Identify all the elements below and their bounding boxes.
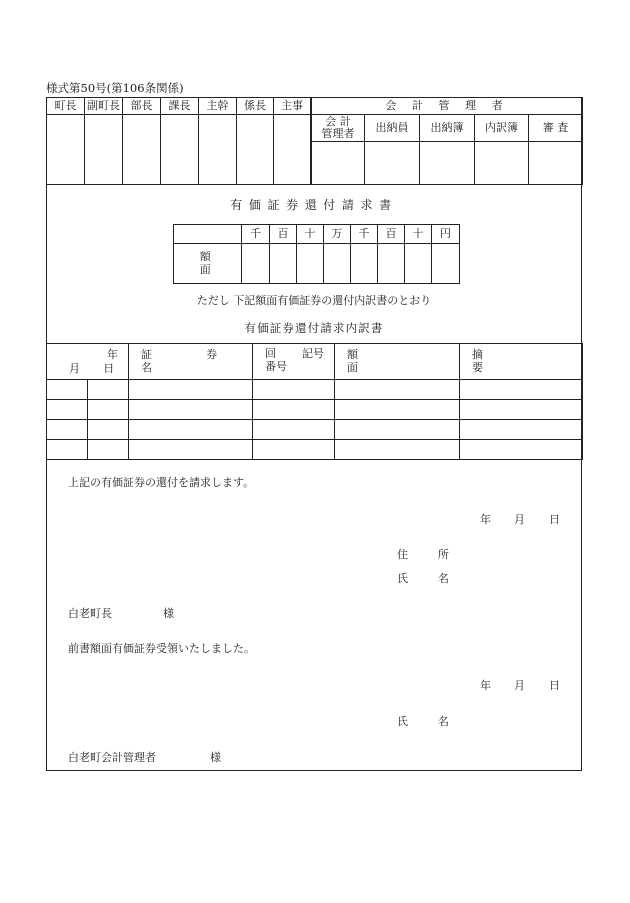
detail-cell[interactable]	[253, 400, 335, 420]
addressee-accounting-manager: 白老町会計管理者	[68, 751, 156, 764]
detail-cell[interactable]	[129, 420, 253, 440]
detail-cell[interactable]	[47, 420, 88, 440]
header-remarks: 摘 要	[460, 344, 583, 380]
detail-cell[interactable]	[129, 400, 253, 420]
approval-stamp-director[interactable]	[123, 115, 161, 185]
accounting-stamp-cash-book[interactable]	[420, 142, 475, 185]
address-label: 住 所	[397, 548, 463, 561]
approval-label-staff: 主事	[274, 98, 311, 115]
digit-label: 円	[432, 225, 460, 244]
digit-label: 十	[405, 225, 432, 244]
detail-cell[interactable]	[460, 440, 583, 460]
approval-stamp-section-chief[interactable]	[161, 115, 199, 185]
receipt-date-year-label: 年	[480, 679, 491, 692]
amount-digit-field[interactable]	[324, 244, 351, 284]
detail-cell[interactable]	[88, 420, 129, 440]
approval-label-section-chief: 課長	[161, 98, 199, 115]
receipt-statement: 前書額面有価証券受領いたしました。	[68, 642, 255, 655]
detail-cell[interactable]	[460, 400, 583, 420]
detail-cell[interactable]	[253, 440, 335, 460]
accounting-stamp-detail-book[interactable]	[475, 142, 529, 185]
header-kai-bango: 回 番号	[265, 347, 287, 373]
approval-stamp-staff[interactable]	[274, 115, 311, 185]
date-month-label: 月	[514, 513, 525, 526]
detail-cell[interactable]	[129, 440, 253, 460]
accounting-label-detail-book: 内訳簿	[475, 115, 529, 142]
amount-digit-field[interactable]	[297, 244, 324, 284]
accounting-label-manager: 会 計 管理者	[312, 115, 365, 142]
amount-digit-field[interactable]	[270, 244, 297, 284]
addressee-mayor: 白老町長	[68, 607, 112, 620]
amount-digit-field[interactable]	[405, 244, 432, 284]
accounting-stamp-manager[interactable]	[312, 142, 365, 185]
digit-label: 十	[297, 225, 324, 244]
detail-cell[interactable]	[47, 400, 88, 420]
accounting-stamp-audit[interactable]	[529, 142, 583, 185]
detail-cell[interactable]	[460, 380, 583, 400]
header-security-name: 証 券 名	[129, 344, 253, 380]
approval-stamp-subsection-chief[interactable]	[237, 115, 274, 185]
digit-label: 万	[324, 225, 351, 244]
detail-cell[interactable]	[460, 420, 583, 440]
detail-cell[interactable]	[88, 380, 129, 400]
amount-digit-field[interactable]	[351, 244, 378, 284]
detail-title: 有価証券還付請求内訳書	[244, 321, 384, 335]
addressee-accounting-honorific: 様	[210, 751, 221, 764]
detail-cell[interactable]	[88, 440, 129, 460]
approval-table	[46, 97, 311, 185]
receipt-date-day-label: 日	[549, 679, 560, 692]
approval-label-mayor: 町長	[47, 98, 85, 115]
detail-cell[interactable]	[253, 420, 335, 440]
detail-cell[interactable]	[335, 420, 460, 440]
approval-label-subsection-chief: 係長	[237, 98, 274, 115]
header-amount: 額 面	[335, 344, 460, 380]
accounting-label-audit: 審 査	[529, 115, 583, 142]
amount-header-blank	[174, 225, 242, 244]
header-month-day: 月 日	[69, 362, 125, 375]
document-title: 有価証券還付請求書	[230, 198, 398, 212]
accounting-stamp-cashier[interactable]	[365, 142, 420, 185]
accounting-manager-header: 会 計 管 理 者	[312, 98, 583, 115]
receipt-date-month-label: 月	[514, 679, 525, 692]
approval-stamp-deputy-mayor[interactable]	[85, 115, 123, 185]
approval-stamp-mayor[interactable]	[47, 115, 85, 185]
amount-table	[173, 224, 460, 284]
detail-cell[interactable]	[335, 400, 460, 420]
approval-label-deputy-mayor: 副町長	[85, 98, 123, 115]
digit-label: 百	[378, 225, 405, 244]
detail-cell[interactable]	[88, 400, 129, 420]
detail-cell[interactable]	[47, 440, 88, 460]
header-kigo: 記号	[302, 347, 324, 360]
digit-label: 千	[242, 225, 270, 244]
approval-stamp-chief-officer[interactable]	[199, 115, 237, 185]
addressee-mayor-honorific: 様	[163, 607, 174, 620]
accounting-label-cash-book: 出納簿	[420, 115, 475, 142]
detail-cell[interactable]	[253, 380, 335, 400]
digit-label: 千	[351, 225, 378, 244]
date-day-label: 日	[549, 513, 560, 526]
header-date	[47, 344, 129, 380]
form-number-label: 様式第50号(第106条関係)	[46, 81, 184, 95]
detail-cell[interactable]	[335, 440, 460, 460]
detail-cell[interactable]	[129, 380, 253, 400]
face-value-label: 額 面	[174, 244, 242, 284]
approval-label-director: 部長	[123, 98, 161, 115]
detail-cell[interactable]	[335, 380, 460, 400]
detail-table	[46, 343, 583, 460]
applicant-name-label: 氏 名	[397, 572, 463, 585]
amount-digit-field[interactable]	[378, 244, 405, 284]
note-text: ただし 下記額面有価証券の還付内訳書のとおり	[196, 294, 432, 307]
header-number-symbol	[253, 344, 335, 380]
accounting-label-cashier: 出納員	[365, 115, 420, 142]
digit-label: 百	[270, 225, 297, 244]
recipient-name-label: 氏 名	[397, 715, 463, 728]
header-year: 年	[107, 348, 118, 361]
approval-label-chief-officer: 主幹	[199, 98, 237, 115]
accounting-approval-table	[311, 97, 583, 185]
detail-cell[interactable]	[47, 380, 88, 400]
amount-digit-field[interactable]	[242, 244, 270, 284]
date-year-label: 年	[480, 513, 491, 526]
amount-digit-field[interactable]	[432, 244, 460, 284]
request-statement: 上記の有価証券の還付を請求します。	[68, 476, 255, 489]
